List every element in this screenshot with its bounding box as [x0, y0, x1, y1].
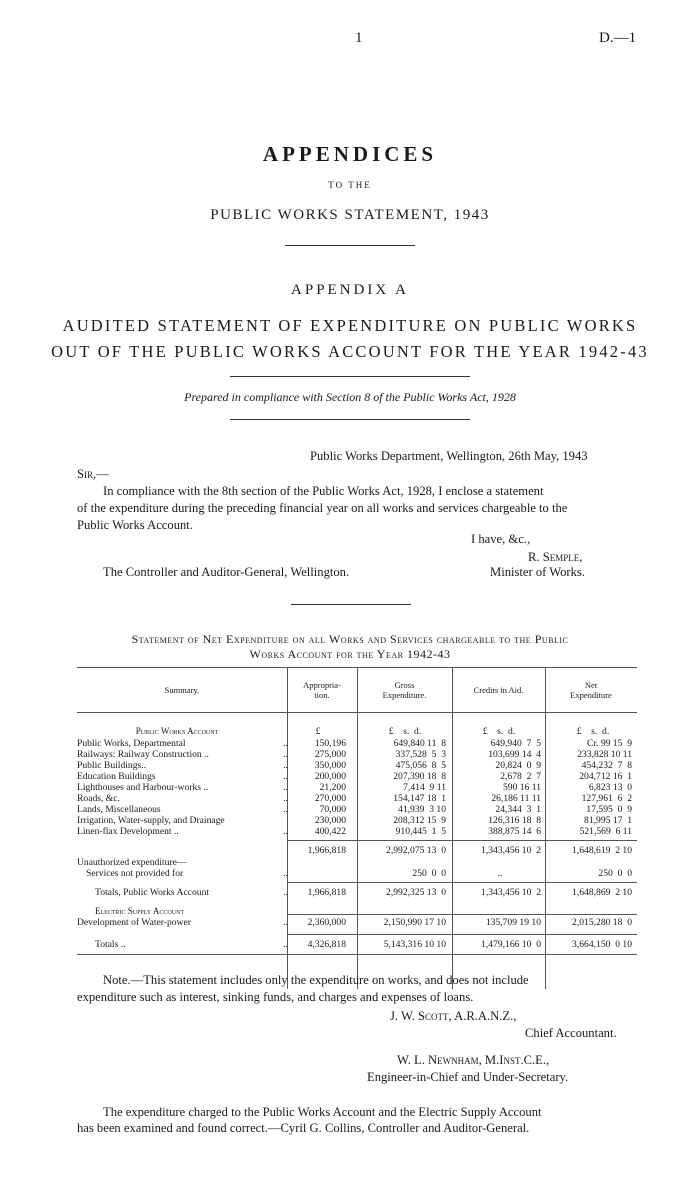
divider: [291, 604, 411, 605]
subtotal-row: [0, 845, 700, 856]
row-label: Education Buildings: [77, 771, 156, 782]
totals-pw-label: Totals, Public Works Account: [95, 887, 210, 898]
signature-engineer-title: Engineer-in-Chief and Under-Secretary.: [367, 1070, 569, 1084]
row-appropriation: 200,000: [314, 771, 346, 782]
page-number: 1: [355, 30, 363, 46]
row-net: 521,569 6 11: [579, 826, 632, 837]
letter-signatory-title: Minister of Works.: [490, 565, 585, 579]
totals-pw-gross: 2,992,325 13 0: [386, 887, 446, 898]
signature-accountant-title: Chief Accountant.: [525, 1026, 617, 1040]
row-dots: ..: [283, 771, 288, 782]
water-top-rule: [287, 914, 637, 915]
audit-line2: has been examined and found correct.—Cyril G. Collins, Controller and Auditor-General.: [77, 1121, 530, 1135]
subtotal-rule: [287, 840, 637, 841]
water-gross: 2,150,990 17 10: [383, 917, 446, 928]
table-row: [0, 815, 700, 826]
header-appropriation: [287, 680, 357, 700]
water-credits: 135,709 19 10: [485, 917, 541, 928]
letter-address: Public Works Department, Wellington, 26th May, 1943: [310, 449, 588, 463]
letter-salutation: Sir,—: [77, 467, 109, 481]
unauthorized-gross: 250 0 0: [412, 868, 446, 879]
table-row: [0, 826, 700, 837]
row-dots: ..: [283, 749, 288, 760]
totals-rule: [287, 882, 637, 883]
row-gross: 208,312 15 9: [393, 815, 446, 826]
row-net: 127,961 6 2: [581, 793, 632, 804]
document-reference: D.—1: [599, 30, 637, 46]
row-dots: ..: [283, 804, 288, 815]
appendix-label: APPENDIX A: [291, 282, 409, 298]
table-row: [0, 782, 700, 793]
row-net: 17,595 0 9: [586, 804, 632, 815]
row-gross: 7,414 9 11: [403, 782, 446, 793]
row-dots: ..: [283, 738, 288, 749]
section-electric-supply: Electric Supply Account: [95, 906, 185, 916]
row-gross: 337,528 5 3: [395, 749, 446, 760]
grand-total-gross: 5,143,316 10 10: [383, 939, 446, 950]
row-dots: ..: [283, 826, 288, 837]
row-credits: 24,344 3 1: [495, 804, 541, 815]
row-gross: 41,939 3 10: [398, 804, 446, 815]
water-net: 2,015,280 18 0: [572, 917, 632, 928]
row-gross: 910,445 1 5: [395, 826, 446, 837]
row-label: Lighthouses and Harbour-works ..: [77, 782, 209, 793]
unauthorized-label-row: [0, 857, 700, 868]
totals-pw-net: 1,648,869 2 10: [572, 887, 632, 898]
row-appropriation: 150,196: [314, 738, 346, 749]
row-label: Linen-flax Development ..: [77, 826, 179, 837]
subtotal-credits: 1,343,456 10 2: [481, 845, 541, 856]
divider: [230, 419, 470, 420]
header-net-line1: Net: [584, 680, 598, 690]
row-credits: 26,186 11 11: [491, 793, 541, 804]
unauthorized-label: Services not provided for: [86, 868, 184, 879]
row-appropriation: 21,200: [319, 782, 346, 793]
table-title-line1: Statement of Net Expenditure on all Works and Services chargeable to the Public: [131, 632, 569, 646]
subtotal-net: 1,648,619 2 10: [572, 845, 632, 856]
letter-closing: I have, &c.,: [471, 532, 531, 546]
row-appropriation: 70,000: [319, 804, 346, 815]
row-label: Lands, Miscellaneous: [77, 804, 161, 815]
row-credits: 2,678 2 7: [500, 771, 541, 782]
prepared-note: Prepared in compliance with Section 8 of the Public Works Act, 1928: [184, 390, 516, 404]
table-row: [0, 804, 700, 815]
row-credits: 590 16 11: [502, 782, 541, 793]
row-dots: ..: [283, 939, 288, 950]
row-gross: 649,840 11 8: [393, 738, 446, 749]
grand-total-row: [0, 939, 700, 950]
row-appropriation: 275,000: [314, 749, 346, 760]
audit-line1: The expenditure charged to the Public Works Account and the Electric Supply Account: [103, 1105, 542, 1119]
row-credits: 103,699 14 4: [488, 749, 541, 760]
unauthorized-credits: ..: [497, 868, 503, 879]
unit-approp: £: [315, 726, 321, 737]
unit-credits: £ s. d.: [482, 726, 516, 737]
appendix-heading-line1: AUDITED STATEMENT OF EXPENDITURE ON PUBLIC WORKS: [62, 316, 638, 335]
letter-paragraph-line1: In compliance with the 8th section of the Public Works Act, 1928, I enclose a statement: [103, 484, 544, 498]
table-row: [0, 738, 700, 749]
row-net: 6,823 13 0: [588, 782, 632, 793]
row-gross: 207,390 18 8: [393, 771, 446, 782]
table-row: [0, 760, 700, 771]
table-row: [0, 749, 700, 760]
note-line1: Note.—This statement includes only the expenditure on works, and does not include: [103, 973, 529, 987]
row-label: Roads, &c.: [77, 793, 120, 804]
header-gross-line1: Gross: [394, 680, 415, 690]
row-net: Cr. 99 15 9: [586, 738, 632, 749]
table-row: [0, 793, 700, 804]
row-net: 233,828 10 11: [577, 749, 632, 760]
row-gross: 154,147 18 1: [393, 793, 446, 804]
totals-pw-appropriation: 1,966,818: [307, 887, 346, 898]
unit-net: £ s. d.: [576, 726, 610, 737]
row-appropriation: 350,000: [314, 760, 346, 771]
section-public-works: Public Works Account: [135, 726, 219, 736]
unauthorized-net: 250 0 0: [598, 868, 632, 879]
grand-total-rule: [287, 934, 637, 935]
row-appropriation: 400,422: [314, 826, 346, 837]
header-gross-line2: Expenditure.: [382, 690, 427, 700]
title-appendices: APPENDICES: [262, 142, 438, 166]
header-net: [545, 680, 637, 700]
unit-gross: £ s. d.: [388, 726, 422, 737]
row-net: 204,712 16 1: [579, 771, 632, 782]
water-appropriation: 2,360,000: [307, 917, 346, 928]
divider: [230, 376, 470, 377]
table-bottom-rule: [77, 954, 637, 955]
header-credits: Credits in Aid.: [473, 685, 524, 695]
subtotal-gross: 2,992,075 13 0: [386, 845, 446, 856]
title-to-the: TO THE: [328, 180, 372, 190]
grand-total-credits: 1,479,166 10 0: [481, 939, 541, 950]
units-row: [0, 726, 700, 737]
row-credits: 126,316 18 8: [488, 815, 541, 826]
row-label: Public Buildings..: [77, 760, 147, 771]
row-dots: ..: [283, 868, 288, 879]
row-net: 81,995 17 1: [584, 815, 632, 826]
note-line2: expenditure such as interest, sinking funds, and charges and expenses of loans.: [77, 990, 474, 1004]
header-summary: Summary.: [164, 685, 200, 695]
letter-signatory: R. Semple,: [528, 550, 583, 564]
row-label: Railways: Railway Construction ..: [77, 749, 209, 760]
signature-accountant-name: J. W. Scott, A.R.A.N.Z.,: [390, 1009, 517, 1023]
row-dots: ..: [283, 793, 288, 804]
letter-paragraph-line2: of the expenditure during the preceding financial year on all works and services chargeable to the: [77, 501, 568, 515]
row-appropriation: 230,000: [314, 815, 346, 826]
row-credits: 388,875 14 6: [488, 826, 541, 837]
letter-paragraph-line3: Public Works Account.: [77, 518, 193, 532]
row-label: Irrigation, Water-supply, and Drainage: [77, 815, 225, 826]
water-label: Development of Water-power: [77, 917, 191, 928]
table-title-line2: Works Account for the Year 1942-43: [249, 647, 451, 661]
grand-total-net: 3,664,150 0 10: [572, 939, 632, 950]
header-gross: [357, 680, 452, 700]
signature-engineer-name: W. L. Newnham, M.Inst.C.E.,: [397, 1053, 550, 1067]
header-appropriation-line1: Appropria-: [303, 680, 341, 690]
header-appropriation-line2: tion.: [314, 690, 330, 700]
water-row: [0, 917, 700, 928]
row-dots: ..: [283, 782, 288, 793]
row-dots: ..: [283, 887, 288, 898]
header-net-line2: Expenditure: [570, 690, 612, 700]
row-net: 454,232 7 8: [581, 760, 632, 771]
divider: [285, 245, 415, 246]
appendix-heading-line2: OUT OF THE PUBLIC WORKS ACCOUNT FOR THE YEAR 1942-43: [51, 342, 649, 361]
row-credits: 20,824 0 9: [495, 760, 541, 771]
row-appropriation: 270,000: [314, 793, 346, 804]
row-dots: ..: [283, 917, 288, 928]
row-credits: 649,940 7 5: [490, 738, 541, 749]
table-row: [0, 771, 700, 782]
row-gross: 475,056 8 5: [395, 760, 446, 771]
totals-pw-row: [0, 887, 700, 898]
unauthorized-heading: Unauthorized expenditure—: [77, 857, 187, 868]
subtotal-appropriation: 1,966,818: [307, 845, 346, 856]
unauthorized-row: [0, 868, 700, 879]
totals-pw-credits: 1,343,456 10 2: [481, 887, 541, 898]
grand-total-appropriation: 4,326,818: [307, 939, 346, 950]
grand-total-label: Totals ..: [95, 939, 126, 950]
title-statement: PUBLIC WORKS STATEMENT, 1943: [210, 207, 490, 223]
row-label: Public Works, Departmental: [77, 738, 186, 749]
section-electric-row: [0, 906, 700, 917]
row-dots: ..: [283, 760, 288, 771]
letter-addressee: The Controller and Auditor-General, Wellington.: [103, 565, 350, 579]
